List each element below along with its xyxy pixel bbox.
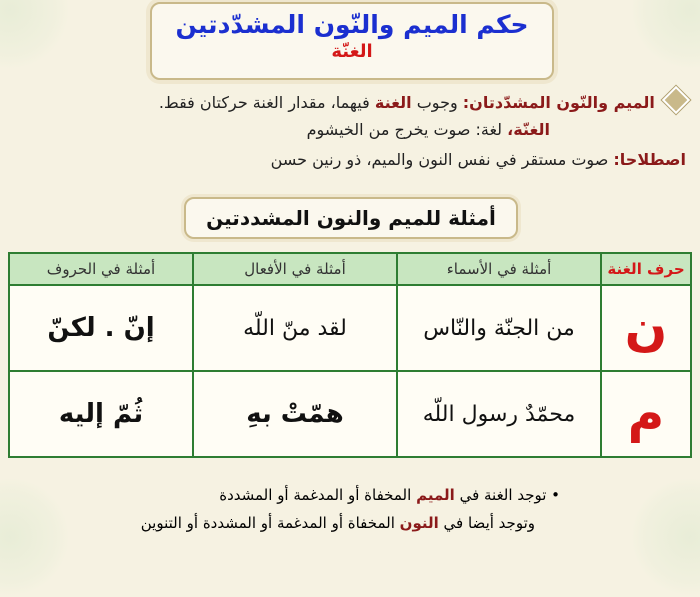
header-letter: حرف الغنة: [601, 253, 691, 285]
note-1: [219, 486, 560, 504]
letter-noon: ن: [601, 285, 691, 371]
example-noun: من الجنّة والنّاس: [397, 285, 601, 371]
example-verb: لقد منّ اللّه: [193, 285, 397, 371]
note-1-a: • توجد الغنة في: [459, 486, 560, 504]
note-1-c: المخفاة أو المدغمة أو المشددة: [219, 486, 412, 504]
note-1-b: الميم: [416, 486, 455, 504]
examples-table: [8, 252, 692, 458]
rule-text-c: فيهما، مقدار الغنة حركتان فقط.: [158, 93, 370, 112]
title-box: [150, 2, 554, 80]
rule-text-a: وجوب: [416, 93, 458, 112]
definition-line-3: [14, 150, 686, 169]
examples-heading: أمثلة للميم والنون المشددتين: [184, 197, 518, 239]
technical-text: صوت مستقر في نفس النون والميم، ذو رنين حسن: [270, 150, 609, 169]
header-nouns: أمثلة في الأسماء: [397, 253, 601, 285]
note-2-b: النون: [399, 514, 439, 532]
letter-meem: م: [601, 371, 691, 457]
page-subtitle: الغنّة: [331, 41, 373, 62]
decorative-corner-top-left: [0, 0, 70, 70]
definition-line-2: [14, 120, 550, 139]
table-row: [9, 285, 691, 371]
ghunna-label: الغنّة،: [507, 120, 550, 139]
header-particles: أمثلة في الحروف: [9, 253, 193, 285]
rule-text-b: الغنة: [374, 93, 412, 112]
note-2: [141, 514, 535, 532]
definition-line-1: [14, 90, 686, 112]
header-verbs: أمثلة في الأفعال: [193, 253, 397, 285]
technical-label: اصطلاحا:: [613, 150, 686, 169]
diamond-bullet-icon: [662, 86, 690, 114]
example-particle: ثُمّ إليه: [9, 371, 193, 457]
decorative-corner-top-right: [630, 0, 700, 70]
page-title: حكم الميم والنّون المشدّدتين: [175, 10, 529, 39]
ghunna-linguistic: لغة: صوت يخرج من الخيشوم: [306, 120, 503, 139]
rule-label: الميم والنّون المشدّدتان:: [462, 93, 655, 112]
note-2-c: المخفاة أو المدغمة أو المشددة أو التنوين: [140, 514, 395, 532]
example-verb: همّتْ بهِ: [193, 371, 397, 457]
decorative-corner-bottom-left: [0, 477, 70, 597]
table-row: [9, 371, 691, 457]
note-2-a: وتوجد أيضا في: [443, 514, 535, 532]
table-header-row: [9, 253, 691, 285]
decorative-corner-bottom-right: [630, 477, 700, 597]
example-noun: محمّدٌ رسول اللّه: [397, 371, 601, 457]
example-particle: إنّ . لكنّ: [9, 285, 193, 371]
